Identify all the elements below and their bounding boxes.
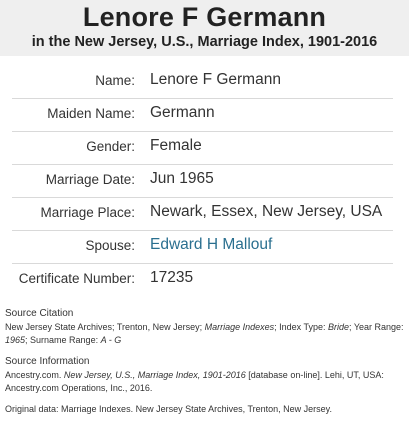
field-label: Marriage Place: [40, 205, 135, 220]
field-row-maiden-name [12, 99, 393, 132]
field-row-certificate-number [12, 264, 393, 296]
record-title: Lenore F Germann [82, 2, 327, 32]
citation-text: ; Index Type: [274, 322, 328, 332]
original-data: Original data: Marriage Indexes. New Jersey State Archives, Trenton, New Jersey. [5, 404, 332, 414]
record-header [0, 0, 409, 56]
field-row-name [12, 66, 393, 99]
field-row-marriage-place [12, 198, 393, 231]
field-label: Name: [95, 73, 135, 88]
information-italic: New Jersey, U.S., Marriage Index, 1901-2016 [63, 370, 246, 380]
source-citation-heading: Source Citation [5, 308, 74, 319]
source-citation-text [5, 321, 405, 347]
field-value: Newark, Essex, New Jersey, USA [150, 203, 383, 220]
field-row-spouse [12, 231, 393, 264]
source-information [5, 355, 405, 395]
field-label: Marriage Date: [45, 172, 135, 187]
citation-italic: Bride [328, 322, 350, 332]
field-value: Lenore F Germann [150, 71, 281, 88]
source-citation [5, 307, 405, 347]
source-information-heading: Source Information [5, 356, 90, 367]
citation-italic: Marriage Indexes [204, 322, 275, 332]
source-information-text [5, 369, 405, 395]
field-value: Jun 1965 [150, 170, 214, 187]
field-value: 17235 [150, 269, 194, 286]
collection-title: in the New Jersey, U.S., Marriage Index, 1901-2016 [31, 34, 378, 50]
field-row-gender [12, 132, 393, 165]
spouse-link[interactable]: Edward H Mallouf [150, 236, 273, 253]
citation-text: ; Year Range: [349, 322, 404, 332]
citation-text: New Jersey State Archives; Trenton, New Jersey; [5, 322, 205, 332]
information-text: [database on-line]. Lehi, UT, USA: Ancestry.com Operations, Inc., 2016. [5, 370, 384, 393]
information-text: Ancestry.com. [5, 370, 64, 380]
field-label: Certificate Number: [18, 271, 135, 286]
citation-italic: A - G [100, 335, 122, 345]
source-section [5, 307, 405, 424]
field-label: Maiden Name: [47, 106, 135, 121]
field-value: Female [150, 137, 202, 154]
citation-text: ; Surname Range: [25, 335, 101, 345]
citation-italic: 1965 [5, 335, 26, 345]
field-label: Spouse: [85, 238, 135, 253]
record-fields [0, 66, 409, 296]
field-label: Gender: [86, 139, 135, 154]
field-row-marriage-date [12, 165, 393, 198]
field-value: Germann [150, 104, 215, 121]
